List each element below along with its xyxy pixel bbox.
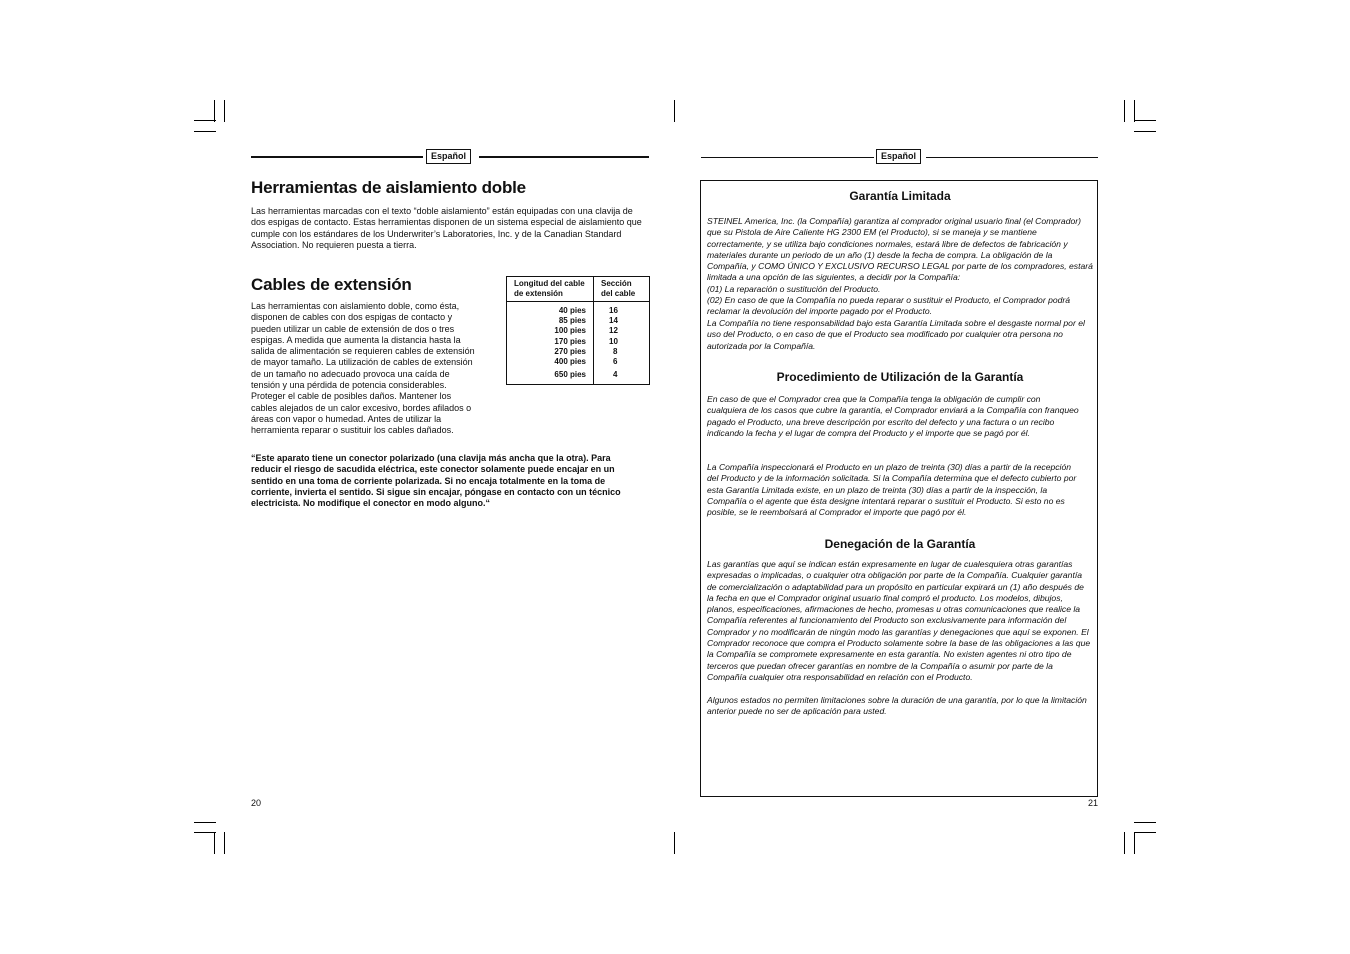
crop-mark [1134, 832, 1156, 833]
table-cell: 16 [594, 302, 650, 317]
header-rule [251, 156, 423, 158]
heading-warranty-procedure: Procedimiento de Utilización de la Garantía [776, 370, 1024, 384]
heading-warranty-denial: Denegación de la Garantía [824, 537, 976, 551]
table-row [507, 367, 650, 385]
table-row [507, 302, 650, 317]
table-cell: 10 [594, 337, 650, 347]
table-row [507, 326, 650, 336]
page-number: 20 [251, 798, 262, 808]
crop-mark [214, 832, 215, 854]
procedure-paragraph: La Compañía inspeccionará el Producto en un plazo de treinta (30) días a partir de la recepción del Producto y de la información solicitada. Si la Compañía determina que el defecto cubierto por esta Garantía Limitada existe, en un plazo de treinta (30) días a partir de la inspección, la Compañía o el agente que ésta designe intentará reparar o sustituir el Producto. Si esto no es posible, se le reembolsará al Comprador el importe que pagó por él. [707, 462, 1077, 518]
crop-mark [194, 832, 216, 833]
table-row [507, 357, 650, 367]
cable-size-table [506, 276, 650, 385]
warranty-box [700, 180, 1098, 797]
header-rule [926, 157, 1098, 158]
language-tag: Español [426, 149, 471, 164]
table-header: Longitud del cable de extensión [507, 277, 594, 302]
warranty-option-1: (01) La reparación o sustitución del Producto. [707, 284, 881, 294]
crop-mark [674, 100, 675, 122]
crop-mark [1134, 832, 1135, 854]
heading-limited-warranty: Garantía Limitada [849, 189, 951, 203]
crop-mark [224, 832, 225, 854]
table-cell: 14 [594, 316, 650, 326]
procedure-paragraph: En caso de que el Comprador crea que la Compañía tenga la obligación de cumplir con cualquiera de los casos que cubre la garantía, el Comprador enviará a la Compañía con franqueo pagado el Producto, una breve descripción por escrito del defecto y una factura o un recibo indicando la fecha y el lugar de compra del Producto y el importe que se pagó por él. [707, 394, 1079, 438]
table-row [507, 316, 650, 326]
table-cell: 40 pies [558, 306, 586, 315]
crop-mark [194, 822, 216, 823]
language-tag: Español [876, 149, 921, 164]
table-cell: 400 pies [554, 357, 586, 367]
extension-cables-paragraph: Las herramientas con aislamiento doble, como ésta, disponen de cables con dos espigas de contacto y pueden utilizar un cable de extensión de dos o tres espigas. A medida que aumenta la distancia hasta la salida de alimentación se requieren cables de extensión de mayor tamaño. La utilización de cables de extensión de un tamaño no adecuado provoca una caída de tensión y una pérdida de potencia considerables. Proteger el cable de posibles daños. Mantener los cables alejados de un calor excesivo, bordes afilados o áreas con vapor o humedad. Antes de utilizar la herramienta reparar o sustituir los cables dañados. [251, 301, 475, 436]
table-cell: 12 [594, 326, 650, 336]
table-cell: 170 pies [554, 336, 586, 346]
crop-mark [1124, 100, 1125, 122]
denial-paragraph: Las garantías que aquí se indican están expresamente en lugar de cualesquiera otras garantías expresadas o implicadas, o cualquier otra obligación por parte de la Compañía. Cualquier garantía de comercialización o adaptabilidad para un propósito en particular expirará un (1) año después de la fecha en que el Comprador original usuario final compró el producto. Los modelos, dibujos, planos, especificaciones, afirmaciones de hecho, promesas u otras comunicaciones que realice la Compañía referentes al funcionamiento del Producto son exclusivamente para información del Comprador y no modificarán de ningún modo las garantías y denegaciones que aquí se exponen. El Comprador reconoce que compra el Producto solamente sobre la base de las obligaciones a las que la Compañía se compromete expresamente en esta garantía. No existen agentes ni otro tipo de terceros que puedan ofrecer garantías en nombre de la Compañía o asumir por parte de la Compañía cualquier otra responsabilidad en relación con el Producto. [707, 559, 1091, 682]
warranty-paragraph: La Compañía no tiene responsabilidad bajo esta Garantía Limitada sobre el desgaste normal por el uso del Producto, o en caso de que el Producto sea modificado por cualquier otra persona no autorizada por la Compañía. [707, 318, 1085, 351]
table-row [507, 347, 650, 357]
table-row [507, 337, 650, 347]
section-title-double-insulation: Herramientas de aislamiento doble [251, 178, 526, 197]
crop-mark [194, 131, 216, 132]
table-cell: 6 [594, 357, 650, 367]
crop-mark [1124, 832, 1125, 854]
table-cell: 8 [594, 347, 650, 357]
denial-paragraph: Algunos estados no permiten limitaciones sobre la duración de una garantía, por lo que la limitación anterior puede no ser de aplicación para usted. [707, 695, 1087, 717]
crop-mark [194, 120, 216, 121]
header-rule [479, 156, 649, 158]
section-title-extension-cables: Cables de extensión [251, 275, 412, 294]
table-cell: 85 pies [558, 316, 586, 326]
table-header: Sección del cable [594, 277, 650, 302]
double-insulation-paragraph: Las herramientas marcadas con el texto “doble aislamiento” están equipadas con una clavija de dos espigas de contacto. Estas herramientas disponen de un sistema especial de aislamiento que cumple con los estándares de los Underwriter’s Laboratories, Inc. y de la Canadian Standard Association. No requieren puesta a tierra. [251, 206, 642, 250]
polarized-plug-warning: “Este aparato tiene un conector polarizado (una clavija más ancha que la otra). Para reducir el riesgo de sacudida eléctrica, este conector solamente puede encajar en un sentido en una toma de corriente polarizada. Si no encaja totalmente en la toma de corriente, invierta el sentido. Si sigue sin encajar, póngase en contacto con un técnico electricista. No modifique el conector en modo alguno.“ [251, 453, 621, 509]
page-number: 21 [1088, 798, 1099, 808]
header-rule [701, 157, 874, 158]
table-cell: 270 pies [554, 346, 586, 356]
crop-mark [674, 832, 675, 854]
table-cell: 100 pies [554, 326, 586, 336]
crop-mark [1134, 131, 1156, 132]
warranty-paragraph: STEINEL America, Inc. (la Compañía) garantiza al comprador original usuario final (el Comprador) que su Pistola de Aire Caliente HG 2300 EM (el Producto), si se maneja y se mantiene correctamente, y se utiliza bajo condiciones normales, estará libre de defectos de fabricación y materiales durante un periodo de un año (1) desde la fecha de compra. La obligación de la Compañía, y COMO ÚNICO Y EXCLUSIVO RECURSO LEGAL por parte de los compradores, estará limitada a una opción de las siguientes, a decidir por la Compañía: [707, 216, 1093, 283]
crop-mark [1134, 822, 1156, 823]
table-cell: 4 [594, 367, 650, 385]
crop-mark [224, 100, 225, 122]
crop-mark [1134, 100, 1135, 122]
warranty-option-2: (02) En caso de que la Compañía no pueda reparar o sustituir el Producto, el Comprador podrá reclamar la devolución del importe pagado por el Producto. [707, 295, 1071, 317]
crop-mark [1134, 120, 1156, 121]
crop-mark [214, 100, 215, 122]
table-cell: 650 pies [554, 370, 586, 380]
